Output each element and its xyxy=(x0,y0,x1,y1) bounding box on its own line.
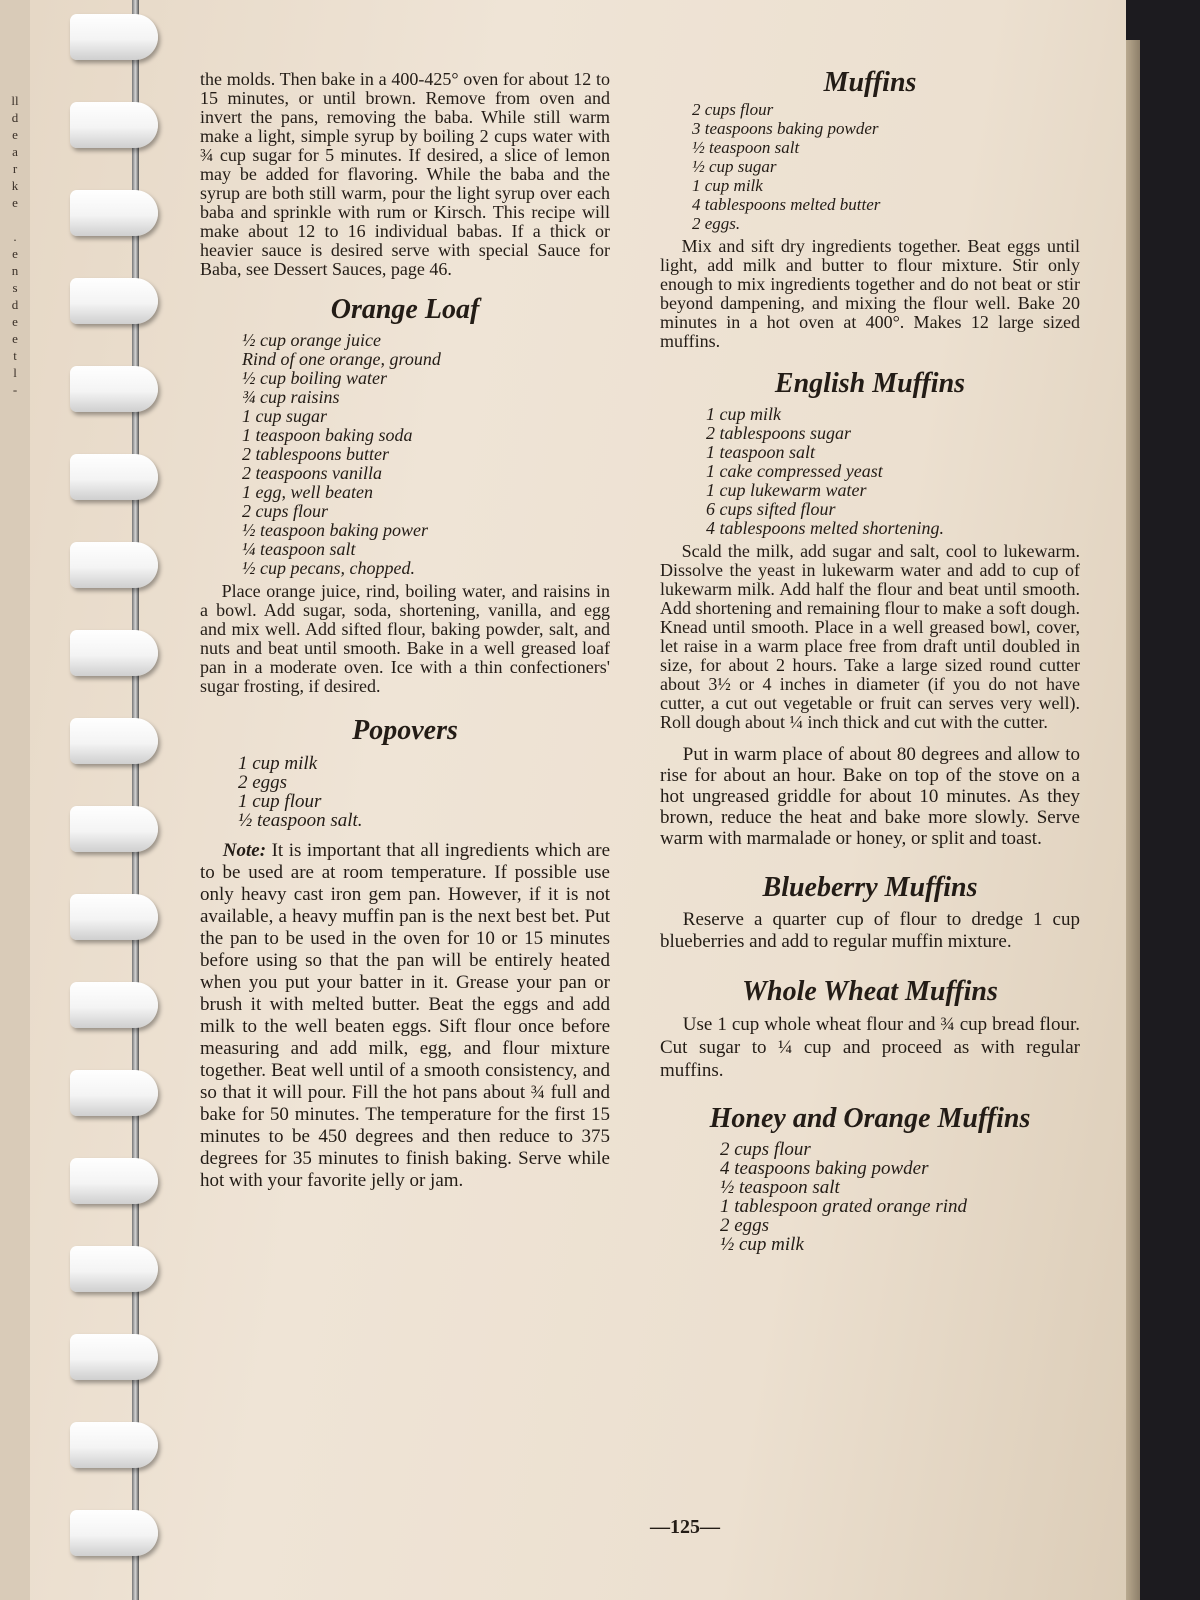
honey-orange-muffins-title: Honey and Orange Muffins xyxy=(709,1103,1031,1134)
ingredient-item: ½ teaspoon salt xyxy=(692,138,800,157)
binding-loop xyxy=(70,278,158,324)
ingredient-item: Rind of one orange, ground xyxy=(242,349,441,369)
note-text: It is important that all ingredients which are to be used are at room temperature. If possible use only heavy cast iron gem pan. However, if it is not available, a heavy muffin pan is the next best bet. Put the pan to be used in the oven for 10 or 15 minutes before using so that the pan will be entirely heated when you put your batter in it. Grease your pan or brush it with melted butter. Beat the eggs and add milk to the well beaten eggs. Sift flour once before measuring and add milk, egg, and flour mixture together. Beat well until of a smooth consistency, and so that it will pour. Fill the hot pans about ¾ full and bake for 50 minutes. The temperature for the first 15 minutes to be 450 degrees and then reduce to 375 degrees for 35 minutes to finish baking. Serve while hot with your favorite jelly or jam. xyxy=(200,840,610,1191)
ingredient-item: ½ cup orange juice xyxy=(242,330,381,350)
page-number: —125— xyxy=(650,1516,720,1538)
ingredient-item: 6 cups sifted flour xyxy=(706,499,836,519)
ingredient-item: 2 cups flour xyxy=(720,1139,811,1160)
ingredient-item: 2 eggs. xyxy=(692,214,741,233)
binding-loop xyxy=(70,1246,158,1292)
prev-page-letter: k xyxy=(11,178,19,193)
prev-page-letter: e xyxy=(12,195,18,210)
popovers-ingredients xyxy=(238,754,610,830)
orange-loaf-method: Place orange juice, rind, boiling water, and raisins in a bowl. Add sugar, soda, shortening, vanilla, and egg and mix well. Add sifted flour, baking powder, salt, and nuts and beat until smooth. Bake in a well greased loaf pan in a moderate oven. Ice with a thin confectioners' sugar frosting, if desired. xyxy=(200,581,610,696)
ingredient-item: ½ cup boiling water xyxy=(242,368,387,388)
prev-page-letter: e xyxy=(12,127,18,142)
prev-page-letter: d xyxy=(11,110,19,125)
ingredient-item: ½ cup milk xyxy=(720,1234,804,1255)
ingredient-item: 3 teaspoons baking powder xyxy=(692,119,879,138)
prev-page-letter: n xyxy=(11,263,19,278)
english-muffins-title: English Muffins xyxy=(774,368,966,399)
ingredient-item: 2 tablespoons sugar xyxy=(706,423,852,443)
prev-page-letter: a xyxy=(12,144,18,159)
prev-page-letter: d xyxy=(11,297,19,312)
ingredient-item: 1 teaspoon salt xyxy=(706,442,816,462)
binding-loop xyxy=(70,1334,158,1380)
ingredient-item: 1 cup lukewarm water xyxy=(706,480,867,500)
orange-loaf-ingredients xyxy=(242,331,610,578)
muffins-title: Muffins xyxy=(823,67,917,98)
ingredient-item: 2 cups flour xyxy=(692,100,774,119)
prev-page-letter: e xyxy=(12,246,18,261)
prev-page-letter: ll xyxy=(11,93,19,108)
previous-page-fragment xyxy=(0,0,30,1600)
binding-loop xyxy=(70,1422,158,1468)
binding-loop xyxy=(70,982,158,1028)
binding-loop xyxy=(70,806,158,852)
binding-loop xyxy=(70,894,158,940)
popovers-title: Popovers xyxy=(352,715,458,746)
whole-wheat-muffins-method: Use 1 cup whole wheat flour and ¾ cup bread flour. Cut sugar to ¼ cup and proceed as with regular muffins. xyxy=(660,1014,1080,1081)
binding-loop xyxy=(70,366,158,412)
ingredient-item: 2 eggs xyxy=(720,1215,770,1236)
ingredient-item: ¼ teaspoon salt xyxy=(242,539,356,559)
ingredient-item: ½ cup sugar xyxy=(692,157,777,176)
ingredient-item: 4 tablespoons melted butter xyxy=(692,195,881,214)
ingredient-item: 2 eggs xyxy=(238,772,288,793)
muffins-method: Mix and sift dry ingredients together. Beat eggs until light, add milk and butter to flour mixture. Stir only enough to mix ingredients together and do not beat or stir beyond dampening, and mixing the flour well. Bake 20 minutes in a hot oven at 400°. Makes 12 large sized muffins. xyxy=(660,236,1080,351)
ingredient-item: 4 teaspoons baking powder xyxy=(720,1158,929,1179)
binding-loop xyxy=(70,102,158,148)
blueberry-muffins-title: Blueberry Muffins xyxy=(762,872,978,903)
left-column xyxy=(200,70,610,1192)
ingredient-item: ½ teaspoon baking power xyxy=(242,520,428,540)
ingredient-item: 1 teaspoon baking soda xyxy=(242,425,413,445)
whole-wheat-muffins-title: Whole Wheat Muffins xyxy=(742,976,998,1007)
binding-loop xyxy=(70,14,158,60)
baba-continuation: the molds. Then bake in a 400-425° oven for about 12 to 15 minutes, or until brown. Remove from oven and invert the pans, removing the baba. While still warm make a light, simple syrup by boiling 2 cups water with ¾ cup sugar for 5 minutes. If desired, a slice of lemon may be added for flavoring. While the baba and the syrup are both still warm, pour the light syrup over each baba and sprinkle with rum or Kirsch. This recipe will make about 12 to 16 individual babas. If a thick or heavier sauce is desired serve with special Sauce for Baba, see Dessert Sauces, page 46. xyxy=(200,69,610,279)
muffins-ingredients xyxy=(692,100,1080,233)
ingredient-item: 1 tablespoon grated orange rind xyxy=(720,1196,967,1217)
binding-loop xyxy=(70,718,158,764)
ingredient-item: ½ teaspoon salt xyxy=(720,1177,840,1198)
prev-page-letter: l xyxy=(13,365,17,380)
prev-page-letter: s xyxy=(12,280,18,295)
ingredient-item: ¾ cup raisins xyxy=(242,387,340,407)
prev-page-letter: e xyxy=(12,331,18,346)
prev-page-letter: r xyxy=(12,161,18,176)
ingredient-item: 1 egg, well beaten xyxy=(242,482,373,502)
ingredient-item: 1 cup milk xyxy=(706,404,781,424)
ingredient-item: 2 cups flour xyxy=(242,501,329,521)
binding-loop xyxy=(70,630,158,676)
prev-page-letter: . xyxy=(13,229,17,244)
spiral-binding xyxy=(30,0,200,1600)
ingredient-item: 2 tablespoons butter xyxy=(242,444,389,464)
binding-loop xyxy=(70,190,158,236)
prev-page-letter: - xyxy=(12,382,18,397)
popovers-note xyxy=(200,840,610,1192)
english-muffins-ingredients xyxy=(706,405,1080,538)
binding-loop xyxy=(70,1510,158,1556)
blueberry-muffins-method: Reserve a quarter cup of flour to dredge 1 cup blueberries and add to regular muffin mixture. xyxy=(660,909,1080,952)
honey-orange-muffins-ingredients xyxy=(720,1140,1080,1254)
ingredient-item: 2 teaspoons vanilla xyxy=(242,463,382,483)
ingredient-item: ½ cup pecans, chopped. xyxy=(242,558,415,578)
binding-loop xyxy=(70,1070,158,1116)
ingredient-item: 1 cake compressed yeast xyxy=(706,461,883,481)
binding-loop xyxy=(70,454,158,500)
prev-page-letter xyxy=(0,211,30,228)
binding-loop xyxy=(70,1158,158,1204)
orange-loaf-title: Orange Loaf xyxy=(330,294,480,325)
ingredient-item: 1 cup milk xyxy=(238,753,318,774)
english-muffins-method-2: Put in warm place of about 80 degrees and allow to rise for about an hour. Bake on top of the stove on a hot ungreased griddle for about 10 minutes. As they brown, reduce the heat and bake more slowly. Serve warm with marmalade or honey, or split and toast. xyxy=(660,744,1080,849)
prev-page-letter: t xyxy=(13,348,17,363)
ingredient-item: 1 cup milk xyxy=(692,176,763,195)
binding-loop xyxy=(70,542,158,588)
prev-page-letter: e xyxy=(12,314,18,329)
ingredient-item: 4 tablespoons melted shortening. xyxy=(706,518,944,538)
ingredient-item: 1 cup sugar xyxy=(242,406,327,426)
ingredient-item: 1 cup flour xyxy=(238,791,322,812)
english-muffins-method-1: Scald the milk, add sugar and salt, cool to lukewarm. Dissolve the yeast in lukewarm water and add to cup of lukewarm milk. Add half the flour and beat until smooth. Add shortening and remaining flour to make a soft dough. Knead until smooth. Place in a well greased bowl, cover, let raise in a warm place free from draft until doubled in size, for about 2 hours. Take a large sized round cutter about 3½ or 4 inches in diameter (if you do not have cutter, a cut out vegetable or fruit can serves very well). Roll dough about ¼ inch thick and cut with the cutter. xyxy=(660,541,1080,732)
note-label: Note: xyxy=(222,840,267,861)
ingredient-item: ½ teaspoon salt. xyxy=(238,810,363,831)
page-stack-edge xyxy=(1126,40,1140,1600)
right-column xyxy=(660,66,1080,1254)
